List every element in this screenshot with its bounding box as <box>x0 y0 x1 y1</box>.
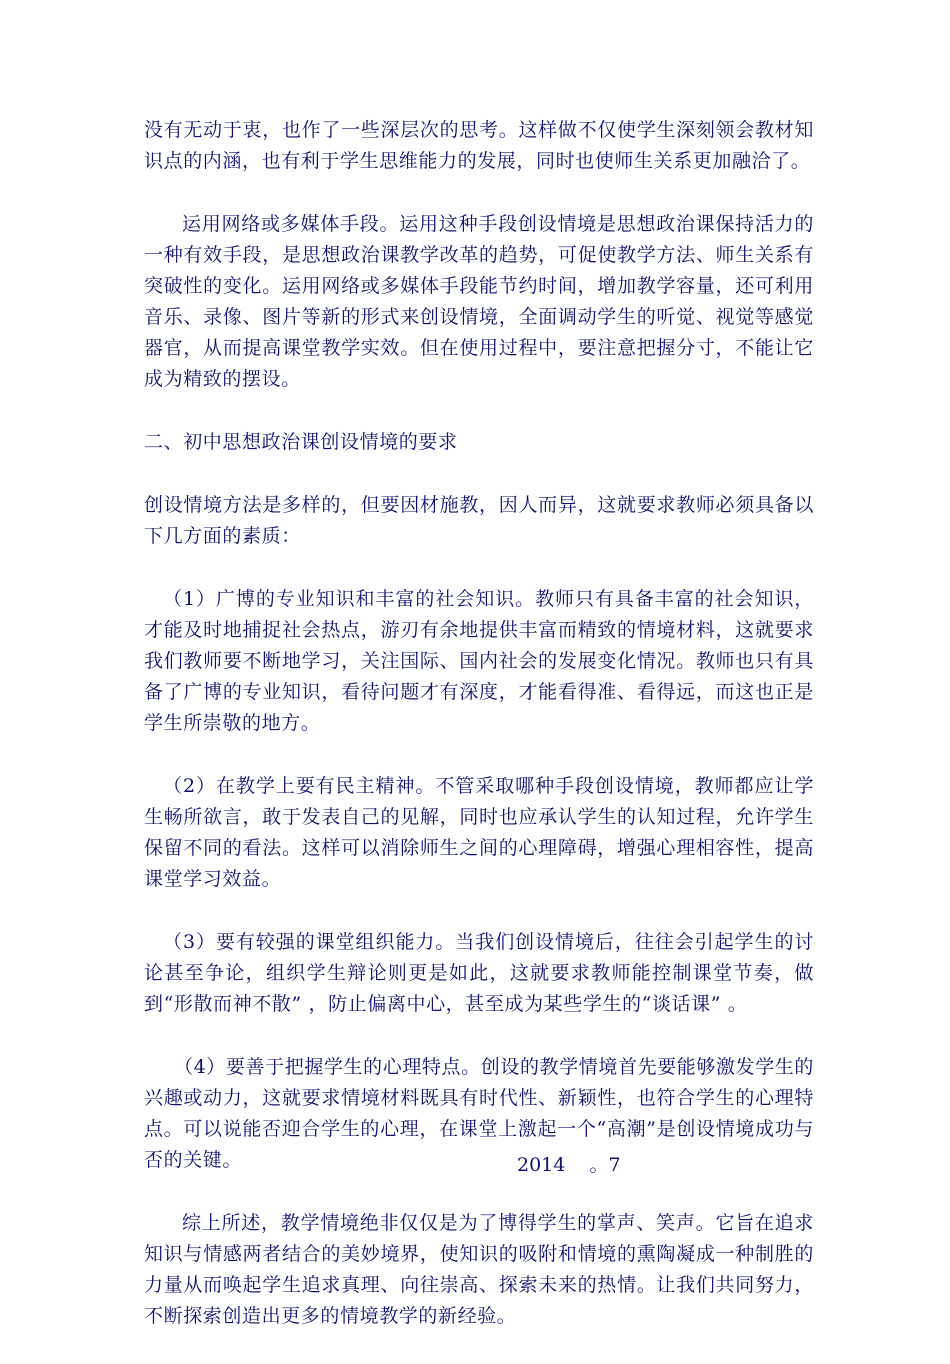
paragraph-conclusion: 综上所述，教学情境绝非仅仅是为了博得学生的掌声、笑声。它旨在追求知识与情感两者结合的美妙境界，使知识的吸附和情境的熏陶凝成一种制胜的力量从而唤起学生追求真理、向往崇高、探索未来的热情。让我们共同努力，不断探索创造出更多的情境教学的新经验。 <box>144 1212 814 1327</box>
document-date: 2014 。7 <box>517 1154 621 1176</box>
paragraph-requirements-intro: 创设情境方法是多样的，但要因材施教，因人而异，这就要求教师必须具备以下几方面的素质： <box>144 494 814 547</box>
section-heading: 二、初中思想政治课创设情境的要求 <box>144 431 458 453</box>
document-body <box>144 115 814 1364</box>
paragraph-requirement-3: （3）要有较强的课堂组织能力。当我们创设情境后，往往会引起学生的讨论甚至争论，组织学生辩论则更是如此，这就要求教师能控制课堂节奏，做到“形散而神不散” ，防止偏离中心，甚至成为某些学生的“谈话课” 。 <box>144 931 814 1015</box>
paragraph-requirement-2: （2）在教学上要有民主精神。不管采取哪种手段创设情境，教师都应让学生畅所欲言，敢于发表自己的见解，同时也应承认学生的认知过程，允许学生保留不同的看法。这样可以消除师生之间的心理障碍，增强心理相容性，提高课堂学习效益。 <box>144 775 814 890</box>
paragraph-requirement-4: （4）要善于把握学生的心理特点。创设的教学情境首先要能够激发学生的兴趣或动力，这就要求情境材料既具有时代性、新颖性，也符合学生的心理特点。可以说能否迎合学生的心理，在课堂上激起一个“高潮”是创设情境成功与否的关键。 <box>144 1056 814 1171</box>
paragraph-requirement-1: （1）广博的专业知识和丰富的社会知识。教师只有具备丰富的社会知识，才能及时地捕捉社会热点，游刃有余地提供丰富而精致的情境材料，这就要求我们教师要不断地学习，关注国际、国内社会的发展变化情况。教师也只有具备了广博的专业知识，看待问题才有深度，才能看得准、看得远，而这也正是学生所崇敬的地方。 <box>144 588 814 734</box>
paragraph-multimedia: 运用网络或多媒体手段。运用这种手段创设情境是思想政治课保持活力的一种有效手段，是思想政治课教学改革的趋势，可促使教学方法、师生关系有突破性的变化。运用网络或多媒体手段能节约时间，增加教学容量，还可利用音乐、录像、图片等新的形式来创设情境，全面调动学生的听觉、视觉等感觉器官，从而提高课堂教学实效。但在使用过程中，要注意把握分寸，不能让它成为精致的摆设。 <box>144 213 814 390</box>
paragraph-continuation: 没有无动于衷，也作了一些深层次的思考。这样做不仅使学生深刻领会教材知识点的内涵，也有利于学生思维能力的发展，同时也使师生关系更加融洽了。 <box>144 119 814 172</box>
